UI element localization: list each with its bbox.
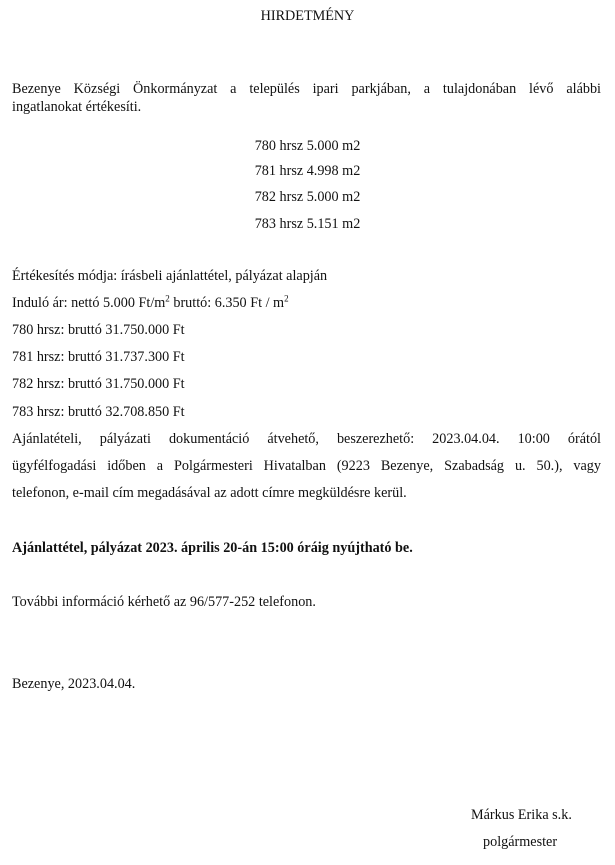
superscript: 2 <box>165 293 170 304</box>
signatory-role: polgármester <box>483 834 558 850</box>
start-price-net: Induló ár: nettó 5.000 Ft/m <box>12 295 166 311</box>
intro-line-2: ingatlanokat értékesíti. <box>12 99 142 115</box>
property-item: 783 hrsz 5.151 m2 <box>254 216 361 232</box>
intro-line-1: Bezenye Községi Önkormányzat a település ipari parkjában, a tulajdonában lévő alábbi <box>12 81 601 97</box>
signatory-name: Márkus Erika s.k. <box>471 807 572 823</box>
gross-price-item: 782 hrsz: bruttó 31.750.000 Ft <box>12 376 185 392</box>
start-price <box>12 294 289 312</box>
start-price-gross: bruttó: 6.350 Ft / m <box>169 295 285 311</box>
gross-price-item: 783 hrsz: bruttó 32.708.850 Ft <box>12 404 185 420</box>
property-item: 780 hrsz 5.000 m2 <box>254 138 361 154</box>
info-line: További információ kérhető az 96/577-252 telefonon. <box>12 594 316 610</box>
deadline-text: Ajánlattétel, pályázat 2023. április 20-án 15:00 óráig nyújtható be. <box>12 540 413 556</box>
documentation-line-2: ügyfélfogadási időben a Polgármesteri Hivatalban (9223 Bezenye, Szabadság u. 50.), vagy <box>12 458 601 474</box>
document-title: HIRDETMÉNY <box>260 8 355 24</box>
gross-price-item: 780 hrsz: bruttó 31.750.000 Ft <box>12 322 185 338</box>
sale-method: Értékesítés módja: írásbeli ajánlattétel, pályázat alapján <box>12 268 328 284</box>
gross-price-item: 781 hrsz: bruttó 31.737.300 Ft <box>12 349 185 365</box>
property-item: 781 hrsz 4.998 m2 <box>254 163 361 179</box>
documentation-line-1: Ajánlatételi, pályázati dokumentáció átvehető, beszerezhető: 2023.04.04. 10:00 órától <box>12 431 601 447</box>
documentation-line-3: telefonon, e-mail cím megadásával az adott címre megküldésre kerül. <box>12 485 407 501</box>
place-date: Bezenye, 2023.04.04. <box>12 676 136 692</box>
superscript: 2 <box>284 293 289 304</box>
deadline-notice <box>12 539 413 557</box>
property-item: 782 hrsz 5.000 m2 <box>254 189 361 205</box>
